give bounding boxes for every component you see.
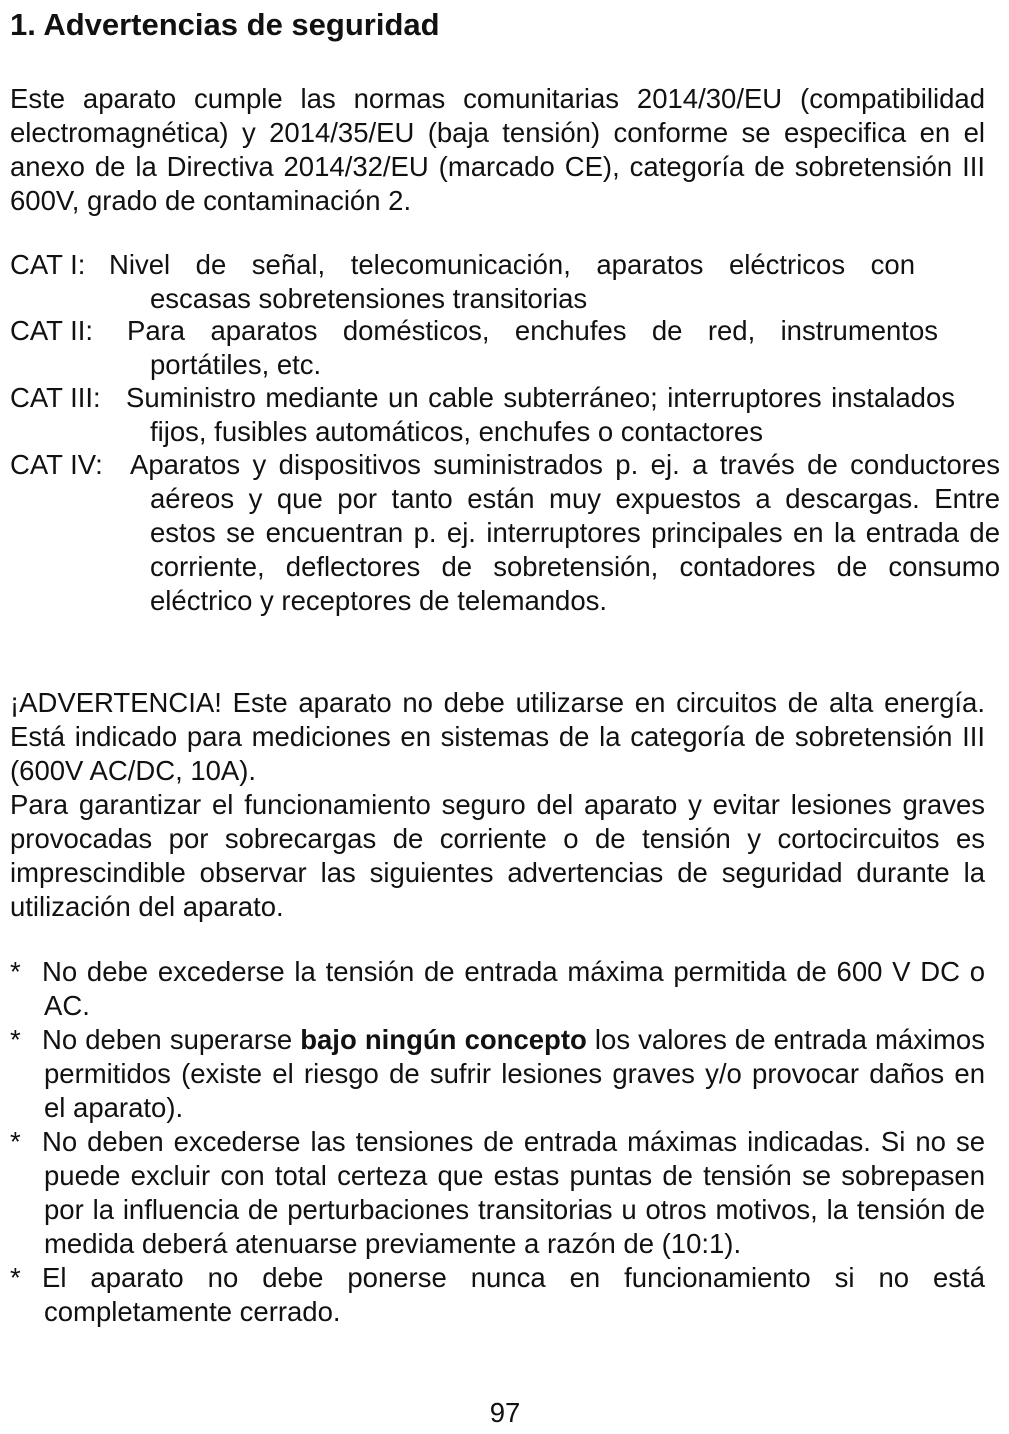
safety-intro-paragraph: Para garantizar el funcionamiento seguro del aparato y evitar lesiones graves provocadas por sobrecargas de corriente o de tensión y cortocircuitos es imprescindible observar las siguientes advertencias de seguridad durante la utilización del aparato. (10, 789, 985, 922)
bullet-marker: * (10, 956, 21, 987)
category-description: Aparatos y dispositivos suministrados p. ej. a través de conductores aéreos y que por tanto están muy expuestos a descargas. Entre estos se encuentran p. ej. interruptores principales en la entrada de corriente, deflectores de sobretensión, contadores de consumo eléctrico y receptores de telemandos. (130, 449, 1000, 616)
bullet-item (10, 1125, 985, 1261)
bullet-marker: * (10, 1126, 21, 1157)
category-cat-i (10, 248, 915, 316)
warning-section (10, 686, 985, 924)
category-description: Para aparatos domésticos, enchufes de red, instrumentos portátiles, etc. (127, 315, 938, 380)
bullet-item (10, 1023, 985, 1125)
safety-bullet-list (10, 955, 985, 1329)
category-label: CAT IV: (10, 449, 103, 480)
category-description: Nivel de señal, telecomunicación, aparatos eléctricos con escasas sobretensiones transitorias (109, 249, 915, 314)
bullet-text: No deben excederse las tensiones de entrada máximas indicadas. Si no se puede excluir con total certeza que estas puntas de tensión se sobrepasen por la influencia de perturbaciones transitorias u otros motivos, la tensión de medida deberá atenuarse previamente a razón de (10:1). (42, 1126, 985, 1259)
intro-paragraph: Este aparato cumple las normas comunitarias 2014/30/EU (compatibilidad electromagnética) y 2014/35/EU (baja tensión) conforme se especifica en el anexo de la Directiva 2014/32/EU (marcado CE), categoría de sobretensión III 600V, grado de contaminación 2. (10, 83, 985, 216)
warning-paragraph: ¡ADVERTENCIA! Este aparato no debe utilizarse en circuitos de alta energía. Está indicado para mediciones en sistemas de la categoría de sobretensión III (600V AC/DC, 10A). (10, 687, 985, 786)
bullet-text: No deben superarse bajo ningún concepto los valores de entrada máximos permitidos (existe el riesgo de sufrir lesiones graves y/o provocar daños en el aparato). (42, 1024, 985, 1123)
emphasis-text: bajo ningún concepto (300, 1024, 587, 1055)
category-label: CAT I: (10, 249, 86, 280)
bullet-marker: * (10, 1024, 21, 1055)
bullet-text: No debe excederse la tensión de entrada máxima permitida de 600 V DC o AC. (42, 956, 985, 1021)
category-cat-iii (10, 381, 955, 449)
category-label: CAT III: (10, 382, 101, 413)
bullet-text: El aparato no debe ponerse nunca en funcionamiento si no está completamente cerrado. (42, 1262, 985, 1327)
category-cat-iv (10, 448, 1000, 618)
bullet-item (10, 955, 985, 1023)
bullet-marker: * (10, 1262, 21, 1293)
category-cat-ii (10, 314, 938, 382)
section-heading: 1. Advertencias de seguridad (10, 7, 440, 42)
page-number: 97 (489, 1397, 521, 1428)
category-label: CAT II: (10, 315, 94, 346)
category-description: Suministro mediante un cable subterráneo; interruptores instalados fijos, fusibles automáticos, enchufes o contactores (126, 382, 955, 447)
bullet-item (10, 1261, 985, 1329)
